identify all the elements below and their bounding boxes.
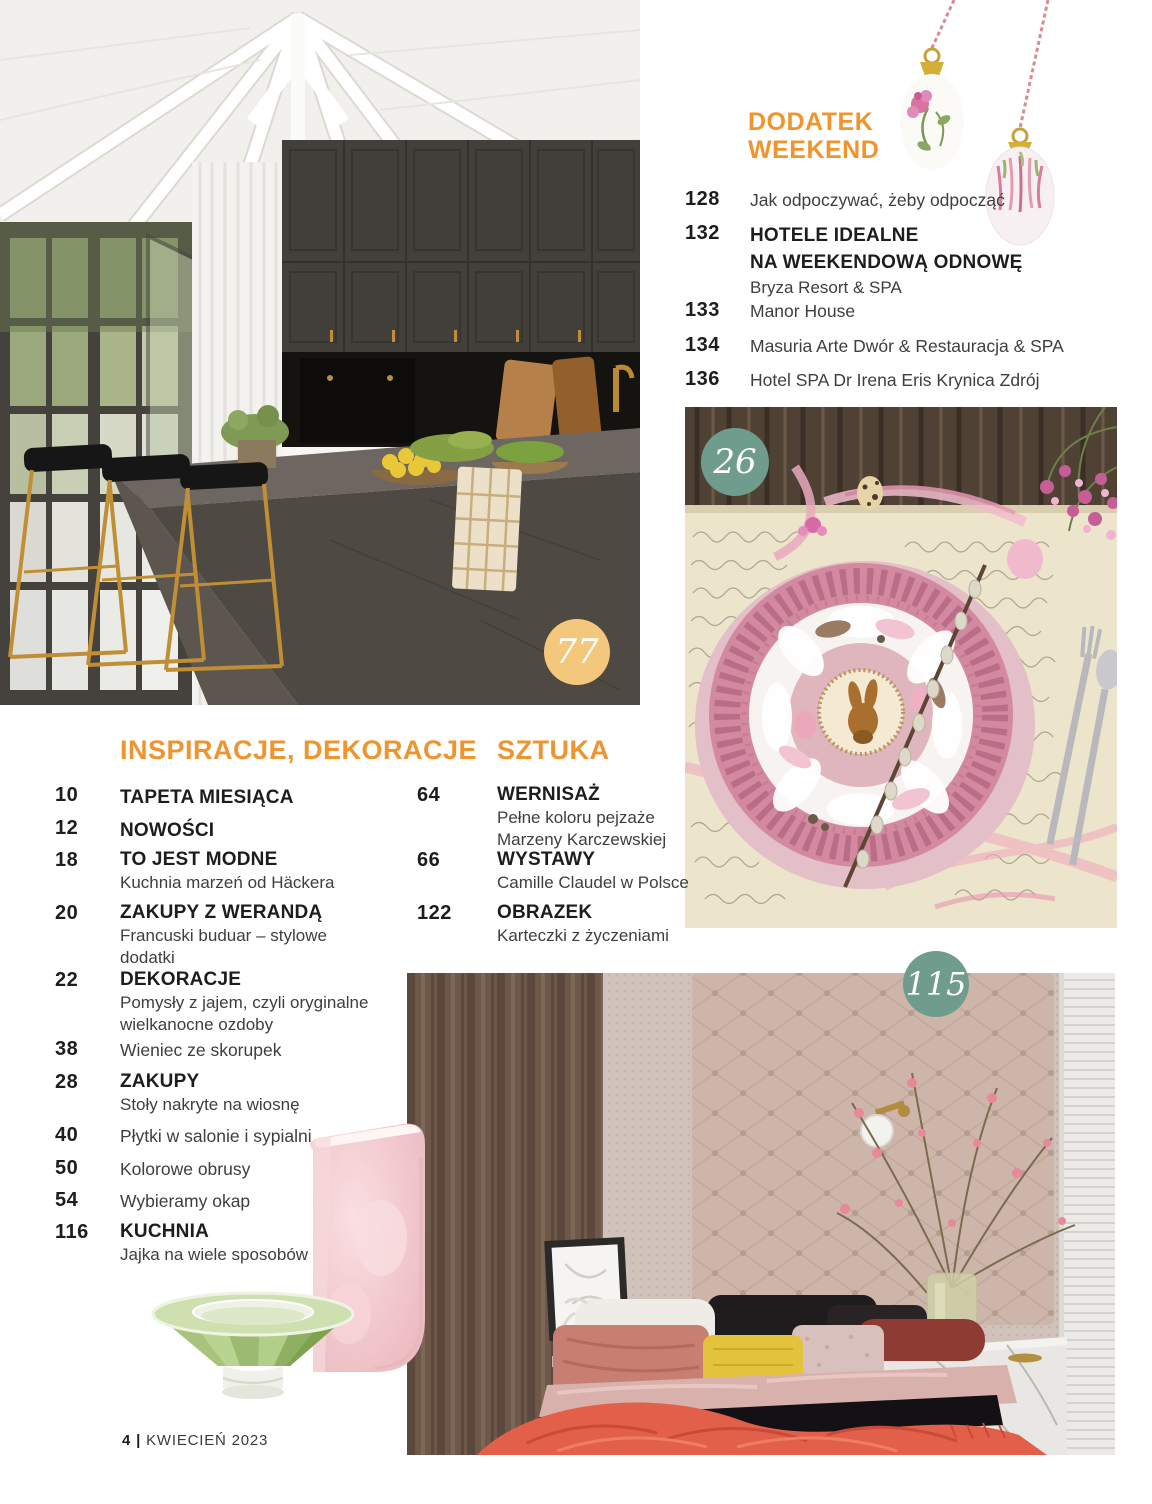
heading-line2: WEEKEND bbox=[748, 136, 880, 164]
toc-title: Masuria Arte Dwór & Restauracja & SPA bbox=[750, 336, 1064, 356]
toc-number: 10 bbox=[55, 784, 79, 806]
toc-number: 18 bbox=[55, 849, 79, 871]
kitchen-photo bbox=[0, 0, 640, 705]
toc-number: 128 bbox=[685, 188, 720, 210]
toc-number: 122 bbox=[417, 902, 452, 924]
toc-title: HOTELE IDEALNE bbox=[750, 225, 919, 246]
toc-title: WYSTAWY bbox=[497, 849, 596, 870]
kitchen-illustration bbox=[0, 0, 640, 705]
checkered-towel bbox=[452, 466, 522, 591]
toc-title: DEKORACJE bbox=[120, 969, 242, 990]
toc-title: Płytki w salonie i sypialni bbox=[120, 1126, 312, 1146]
toc-title: OBRAZEK bbox=[497, 902, 593, 923]
toc-number: 133 bbox=[685, 299, 720, 321]
toc-title: ZAKUPY bbox=[120, 1071, 200, 1092]
toc-entry bbox=[497, 784, 702, 851]
toc-title: Jak odpoczywać, żeby odpocząć bbox=[750, 190, 1005, 210]
toc-number: 40 bbox=[55, 1124, 79, 1146]
small-egg bbox=[794, 711, 816, 739]
footer-page-info bbox=[122, 1432, 268, 1449]
bedroom-photo bbox=[407, 973, 1115, 1455]
toc-subtitle: Bryza Resort & SPA bbox=[750, 278, 902, 297]
footer-pipe: | bbox=[136, 1432, 142, 1449]
toc-entry bbox=[120, 1071, 400, 1116]
toc-title: Wybieramy okap bbox=[120, 1191, 251, 1211]
toc-number: 28 bbox=[55, 1071, 79, 1093]
toc-title: Kolorowe obrusy bbox=[120, 1159, 251, 1179]
toc-title: TAPETA MIESIĄCA bbox=[120, 787, 294, 808]
toc-title: Wieniec ze skorupek bbox=[120, 1040, 282, 1060]
toc-entry bbox=[497, 849, 702, 894]
toc-title: KUCHNIA bbox=[120, 1221, 210, 1242]
toc-subtitle: Kuchnia marzeń od Häckera bbox=[120, 873, 335, 892]
pink-egg bbox=[1007, 539, 1043, 579]
toc-number: 20 bbox=[55, 902, 79, 924]
toc-title: NOWOŚCI bbox=[120, 820, 215, 841]
toc-number: 64 bbox=[417, 784, 441, 806]
toc-number: 66 bbox=[417, 849, 441, 871]
toc-entry bbox=[497, 902, 702, 947]
toc-number: 38 bbox=[55, 1038, 79, 1060]
page-badge-115: 115 bbox=[903, 951, 969, 1017]
toc-title-line2: NA WEEKENDOWĄ ODNOWĘ bbox=[750, 252, 1023, 273]
page-badge-77: 77 bbox=[544, 619, 610, 685]
page-badge-26: 26 bbox=[701, 428, 769, 496]
toc-number: 22 bbox=[55, 969, 79, 991]
footer-page-number: 4 bbox=[122, 1432, 132, 1449]
dark-cabinets bbox=[282, 140, 640, 352]
footer-issue: KWIECIEŃ 2023 bbox=[146, 1432, 269, 1449]
toc-title: WERNISAŻ bbox=[497, 784, 600, 805]
bunny-cookie bbox=[819, 670, 903, 754]
toc-subtitle: Stoły nakryte na wiosnę bbox=[120, 1095, 300, 1114]
toc-subtitle: Jajka na wiele sposobów bbox=[120, 1245, 309, 1264]
toc-number: 132 bbox=[685, 222, 720, 244]
toc-entry bbox=[120, 1221, 400, 1266]
toc-title: Manor House bbox=[750, 301, 856, 321]
heading-sztuka: SZTUKA bbox=[497, 735, 610, 765]
heading-inspiracje-dekoracje: INSPIRACJE, DEKORACJE bbox=[120, 735, 478, 765]
toc-subtitle: Camille Claudel w Polsce bbox=[497, 873, 689, 892]
toc-title: TO JEST MODNE bbox=[120, 849, 278, 870]
toc-entry bbox=[120, 902, 378, 969]
porcelain-egg-floral bbox=[900, 49, 964, 170]
toc-number: 50 bbox=[55, 1157, 79, 1179]
toc-number: 116 bbox=[55, 1221, 89, 1243]
toc-number: 54 bbox=[55, 1189, 79, 1211]
bedroom-illustration bbox=[407, 973, 1115, 1455]
toc-number: 136 bbox=[685, 368, 720, 390]
toc-entry bbox=[750, 222, 1080, 299]
heading-dodatek-weekend bbox=[748, 108, 879, 164]
shutter-door bbox=[1059, 973, 1115, 1455]
heading-line1: DODATEK bbox=[748, 108, 874, 136]
green-bowl-illustration bbox=[138, 1286, 368, 1404]
toc-number: 12 bbox=[55, 817, 79, 839]
toc-title: ZAKUPY Z WERANDĄ bbox=[120, 902, 323, 923]
toc-subtitle: Karteczki z życzeniami bbox=[497, 926, 669, 945]
toc-entry bbox=[120, 849, 420, 894]
toc-subtitle: Francuski buduar – stylowe dodatki bbox=[120, 926, 327, 967]
green-bowl-photo bbox=[138, 1286, 368, 1404]
toc-entry bbox=[120, 969, 378, 1036]
toc-title: Hotel SPA Dr Irena Eris Krynica Zdrój bbox=[750, 370, 1040, 390]
toc-subtitle: Pomysły z jajem, czyli oryginalne wielkanocne ozdoby bbox=[120, 993, 369, 1034]
toc-subtitle: Pełne koloru pejzaże Marzeny Karczewskiej bbox=[497, 808, 667, 849]
tufted-headboard bbox=[692, 973, 1054, 1325]
toc-number: 134 bbox=[685, 334, 720, 356]
